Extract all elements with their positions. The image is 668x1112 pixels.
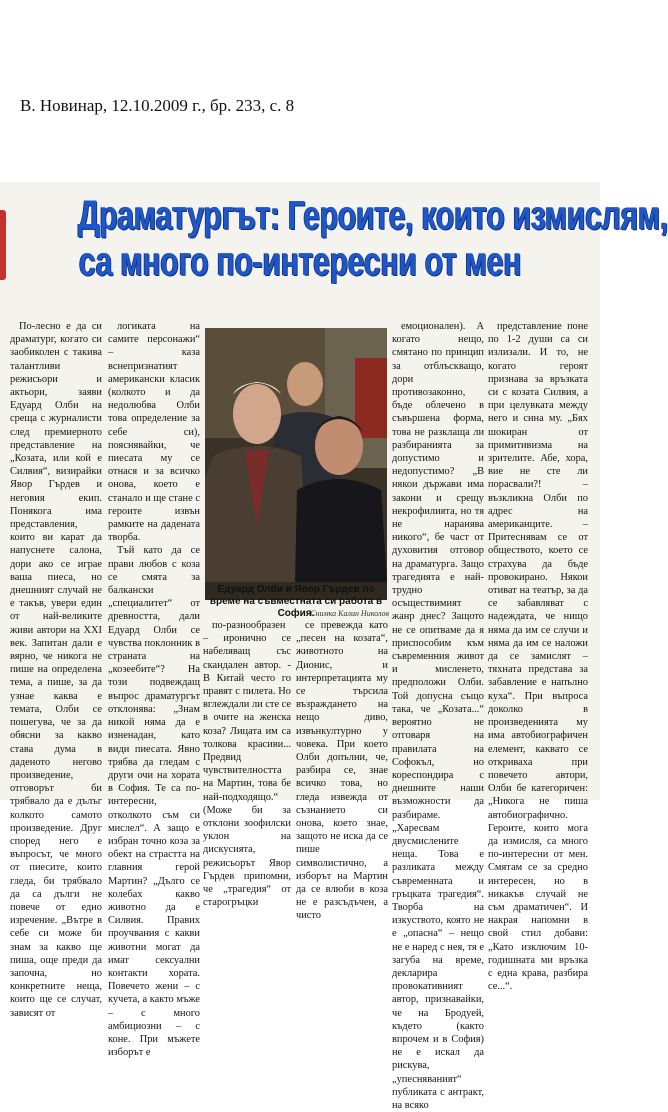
headline-line-2: са много по-интересни от мен xyxy=(78,238,522,284)
column-5-text: представление поне по 1-2 души са си излизали. И то, не когато героят признава за връзката си с козата Силвия, а при целувката между него и сина му. „Бях шокиран от примитивизма на зрителите. Абе, хора, вие не сте ли порасвали?! – възкликна Олби по адрес на американците. – Притеснявам се от обществото, което се страхува да бъде провокирано. Някои отиват на театър, за да се забавляват с надеждата, че нищо няма да им се случи и няма да им се наложи да се замислят – тяхната представа за забавление е напълно куха“. При въпроса доколко в произведенията му има автобиографичен елемент, каквато се откриваха при повечето автори, Олби бе категоричен: „Никога не пиша автобиографично. Героите, които мога да измисля, са много по-интересни от мен. Смятам се за средно интересен, но в никакъв случай не съм драматичен“. И накрая напомни в свой стил добави: „Като изключим 10-годишната ми връзка с една крава, разбира се...“. xyxy=(488,321,588,993)
column-2-text: логиката на самите персонажи“ – каза вснепризнатият американски класик (колкото и да недолюбва Олби това определение за себе си), пояснявайки, че пиесата му се отнася и за всичко онова, което е станало и ще стане с героите извън рамките на дадената творба. xyxy=(108,321,200,544)
page-edge-mark xyxy=(0,210,6,280)
newspaper-clipping xyxy=(0,182,668,1111)
headline-line-1: Драматургът: Героите, които измислям, xyxy=(78,192,668,238)
article-column-1 xyxy=(10,320,102,1019)
article-column-3a xyxy=(203,619,292,909)
photo-caption: Едуард Олби и Явор Гърдев по време на съвместната си работа в София. xyxy=(209,584,383,619)
column-4-text: емоционален). А когато нещо, смятано по принцип за отблъскващо, дори противозаконно, бъде облечено в съвършена форма, това не разклаща ли разбиранията за допустимо и недопустимо? „В някои държави има закони и срещу некрофилията, но тя не наранява никого“, бе част от духовития отговор на драматурга. Защо трагедията е най-трудно осъществимият жанр днес? Защото не се опитваме да я приспособим към съвременния живот и мисленето, предположи Олби. Той допусна също така, че „Козата...“ вероятно не отговаря на правилата на Софокъл, но кореспондира с днешните наши възможности да разбираме. „Харесвам двусмислените неща. Това е разликата между съвременната и гръцката трагедия“. Творба на изкуството, която не е „опасна“ – нещо не е наред с нея, тя е загуба на време, декларира провокативният автор, признавайки, че на Бродуей, където (както впрочем и в София) не е искал да рискува, „упесняваният“ публиката с антракт, на всяко xyxy=(392,321,484,1111)
photo-illustration xyxy=(205,328,387,582)
headline xyxy=(78,192,668,284)
column-3a-text: по-разнообразен – иронично се набеляващ със скандален автор. - В Китай често го правят с пилета. Но вглеждали ли сте се в очите на женска коза? Лицата им са толкова красиви... Предвид чувствителността на Мартин, това бе най-подходящо.“ (Може би за отклони зоофилски уклон на дискусията, режисьорът Явор Гърдев припомни, че „трагедия“ от старогръцки xyxy=(203,620,292,909)
article-column-5 xyxy=(488,320,588,993)
column-3b-text: се превежда като „песен на козата“, животното на Дионис, и интерпретацията му се търсила възраждането на нещо диво, извънкултурно у човека. При което Олби допълни, че, разбира се, знае всичко това, но гледа извежда от съзнанието си онова, което знае, защото не иска да се пише символистично, а изборът на Мартин да се влюби в коза не е разсъдъчен, а чисто xyxy=(296,620,388,922)
source-line: В. Новинар, 12.10.2009 г., бр. 233, с. 8 xyxy=(20,96,295,115)
photo-credit: Снимка Калин Николов xyxy=(310,609,389,618)
article-column-2 xyxy=(108,320,200,1059)
article-photo xyxy=(205,328,387,600)
article-column-3b xyxy=(296,619,388,922)
column-1-text: По-лесно е да си драматург, когато си заобиколен с такива талантливи режисьори и актьори, заяви Едуард Олби на среща с журналисти след премиерното представление на „Козата, или кой е Силвия“, визирайки Явор Гърдев и неговия екип. Понякога има представления, които ви карат да напуснете салона, дори ако се играе ваша пиеса, но днешният случай не е такъв, увери един от най-великите живи автори на XXI век. Запитан дали е вярно, че никога не пише на определена тема, а пише, за да узнае каква е темата, Олби се пошегува, че за да обясни за какво става дума в даденото негово произведение, отговорът би трябвало да е дълъг колкото самото произведение. Друг според него е въпросът, че много от пиесите, които гледа, би трябвало да са дълги не повече от едно изречение. „Вътре в себе си може би знам за какво ще пиша, още преди да започна, но конкретните неща, които ще се случат, зависят от xyxy=(10,321,102,1019)
column-2b-text: Тъй като да се прави любов с коза се смята за балкански „специалитет“ от древността, дали Едуард Олби се чувства поклонник в страната на „козеебите“? На този подвеждащ въпрос драматургът отклонява: „Знам никой няма да е изненадан, като види пиесата. Явно трябва да гледам с други очи на хората в София. Те са по-интересни, отколкото съм си мислел“. А защо е избран точно коза за обект на страстта на главния герой Мартин? „Дълго се колебах какво животно да е Силвия. Правих проучвания с какви животни могат да имат сексуални контакти хората. Повечето жени – с кучета, а както мъже – с много амбициозни – с коне. При мъжете изборът е xyxy=(108,545,200,1059)
article-column-4 xyxy=(392,320,484,1111)
